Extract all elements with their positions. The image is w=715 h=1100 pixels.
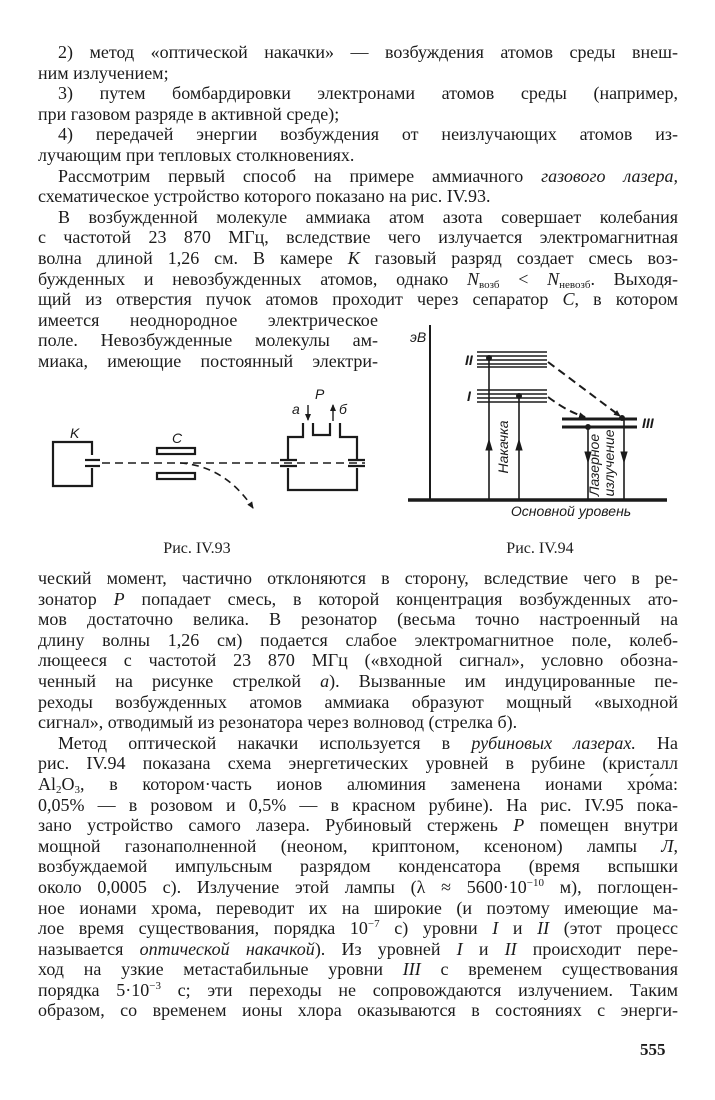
text-run: < <box>499 268 548 289</box>
page-number: 555 <box>640 1040 666 1059</box>
italic-text: C <box>562 289 575 310</box>
text-run: В возбужденной молекуле аммиака атом азота совершает колебания <box>58 206 678 227</box>
superscript: −10 <box>526 876 545 889</box>
text-run: Метод оптической накачки используется в <box>58 732 472 753</box>
text-run: миака, имеющие постоянный электри- <box>38 350 378 371</box>
text-run: реходы возбужденных атомов аммиака образуют мощный «выходной <box>38 691 678 712</box>
deflected-beam-arrow <box>180 463 253 508</box>
text-run: газовый разряд создает смесь воз- <box>359 247 678 268</box>
text-run: 2) метод «оптической накачки» — возбуждения атомов среды внеш- <box>58 42 678 62</box>
italic-text: N <box>547 268 560 289</box>
text-run: возбуждаемой импульсным разрядом конденсатора (время вспышки <box>38 856 678 877</box>
text-run: O <box>61 773 75 794</box>
italic-text: III <box>402 959 421 980</box>
label-input-a: a <box>292 401 300 417</box>
italic-text: Л <box>661 835 674 856</box>
text-run: м), поглощен- <box>544 876 679 897</box>
subscript: 2 <box>56 783 62 796</box>
italic-text: I <box>492 918 499 939</box>
subscript: невозб <box>559 278 591 291</box>
text-run: ческий момент, частично отклоняются в сторону, вследствие чего в ре- <box>38 568 678 588</box>
text-run: ). Из уровней <box>314 938 457 959</box>
text-run: ное ионами хрома, переводит их на широкие (и поэтому имеющие ма- <box>38 897 678 918</box>
italic-text: K <box>347 247 360 268</box>
transition-i-to-iii <box>548 397 585 417</box>
figure-iv-94-energy-levels <box>408 325 667 500</box>
subscript: 3 <box>74 783 80 796</box>
caption-fig-iv-94: Рис. IV.94 <box>506 540 574 557</box>
text-run: лющееся с частотой 23 870 МГц («входной сигнал», условно обозна- <box>38 650 678 671</box>
text-run: 3) путем бомбардировки электронами атомов среды (например, <box>58 83 678 104</box>
label-laser-emission-1: Лазерное <box>586 433 602 497</box>
separator-plate-bottom <box>157 473 195 479</box>
label-output-b: б <box>339 401 347 417</box>
label-resonator-p: P <box>315 386 325 402</box>
label-separator-c: C <box>172 430 183 446</box>
label-laser-emission-2: излучение <box>601 429 617 497</box>
text-run: Al <box>38 773 56 794</box>
level-i-band <box>477 390 547 402</box>
text-run: ченный на рисунке стрелкой <box>38 670 321 691</box>
caption-fig-iv-93: Рис. IV.93 <box>163 540 231 557</box>
text-run: и <box>498 918 538 939</box>
text-run: помещен внутри <box>524 815 678 836</box>
italic-text: a <box>320 670 330 691</box>
text-run: , в котором <box>574 289 678 310</box>
subscript: возб <box>478 278 500 291</box>
label-level-ii: II <box>465 352 473 368</box>
text-run: около 0,0005 с). Излучение этой лампы (λ ≈ 5600·10 <box>38 876 527 897</box>
text-run: На <box>635 732 678 753</box>
text-run: имеется неоднородное электрическое <box>38 309 378 330</box>
text-run: длину волны 1,26 см) подается слабое электромагнитное поле, колеб- <box>38 629 678 650</box>
italic-text: II <box>504 938 517 959</box>
text-run: , в котором·часть ионов алюминия заменена ионами хро́ма: <box>80 773 678 794</box>
italic-text: N <box>466 268 479 289</box>
label-pumping: Накачка <box>495 420 511 474</box>
text-run: 4) передачей энергии возбуждения от неизлучающих атомов из- <box>58 124 678 145</box>
label-ground-level: Основной уровень <box>510 503 632 519</box>
text-run: с временем существования <box>420 959 678 980</box>
text-run: щий из отверстия пучок атомов проходит через сепаратор <box>38 289 563 310</box>
text-run: лучающим при тепловых столкновениях. <box>38 144 355 165</box>
text-run: зонатор <box>38 588 114 609</box>
italic-text: P <box>113 588 125 609</box>
text-run: зано устройство самого лазера. Рубиновый стержень <box>38 815 514 836</box>
italic-text: II <box>537 918 550 939</box>
text-run: 0,05% — в розовом и 0,5% — в красном рубине). На рис. IV.95 пока- <box>38 794 678 815</box>
transition-ii-to-iii <box>548 362 620 416</box>
text-run: бужденных и невозбужденных атомов, однако <box>38 268 467 289</box>
text-run: ). Вызванные им индуцированные пе- <box>329 670 678 691</box>
text-run: порядка 5·10 <box>38 979 150 1000</box>
italic-text: оптической накачкой <box>139 938 315 959</box>
text-run: сигнал», отводимый из резонатора через волновод (стрелка б). <box>38 712 518 733</box>
text-run: , <box>673 835 678 856</box>
text-run: рис. IV.94 показана схема энергетических уровней в рубине (кристалл <box>38 753 678 774</box>
text-run: . Выходя- <box>590 268 679 289</box>
text-run: при газовом разряде в активной среде); <box>38 103 340 124</box>
text-run: попадает смесь, в которой концентрация возбужденных ато- <box>124 588 678 609</box>
label-level-iii: III <box>642 415 654 431</box>
text-run: лое время существования, порядка 10 <box>38 918 368 939</box>
text-run: с) уровни <box>379 918 493 939</box>
text-run: волна длиной 1,26 см. В камере <box>38 247 348 268</box>
label-chamber-k: K <box>70 425 80 441</box>
text-run: с; эти переходы не сопровождаются излучением. Таким <box>160 979 678 1000</box>
italic-text: рубиновых лазерах. <box>471 732 636 753</box>
text-run: ход на узкие метастабильные уровни <box>38 959 403 980</box>
text-run: с частотой 23 870 МГц, вследствие чего излучается электромагнитная <box>38 227 678 248</box>
superscript: −3 <box>149 979 161 992</box>
superscript: −7 <box>367 918 380 931</box>
text-run: ним излучением; <box>38 62 169 83</box>
separator-plate-top <box>157 448 195 454</box>
resonator-p <box>288 423 357 490</box>
chamber-k <box>53 442 92 486</box>
text-run: происходит пере- <box>516 938 679 959</box>
text-run: схематическое устройство которого показано на рис. IV.93. <box>38 186 491 207</box>
figure-iv-93-ammonia-laser <box>53 405 365 508</box>
text-run: поле. Невозбужденные молекулы ам- <box>38 330 378 351</box>
text-run: мощной газонаполненной (неоном, криптоном, ксеноном) лампы <box>38 835 662 856</box>
text-run: называется <box>38 938 140 959</box>
italic-text: P <box>513 815 525 836</box>
text-run: мов достаточно велика. В резонатор (весьма точно настроенный на <box>38 609 678 630</box>
axis-label-ev: эВ <box>410 329 427 345</box>
text-run: Рассмотрим первый способ на примере аммиачного <box>58 165 542 186</box>
text-run: (этот процесс <box>549 918 678 939</box>
label-level-i: I <box>467 388 471 404</box>
text-run: образом, со временем ионы хлора оказываются в состояниях с энерги- <box>38 1000 678 1021</box>
italic-text: газового лазера, <box>541 165 678 186</box>
italic-text: I <box>456 938 463 959</box>
text-run: и <box>462 938 505 959</box>
